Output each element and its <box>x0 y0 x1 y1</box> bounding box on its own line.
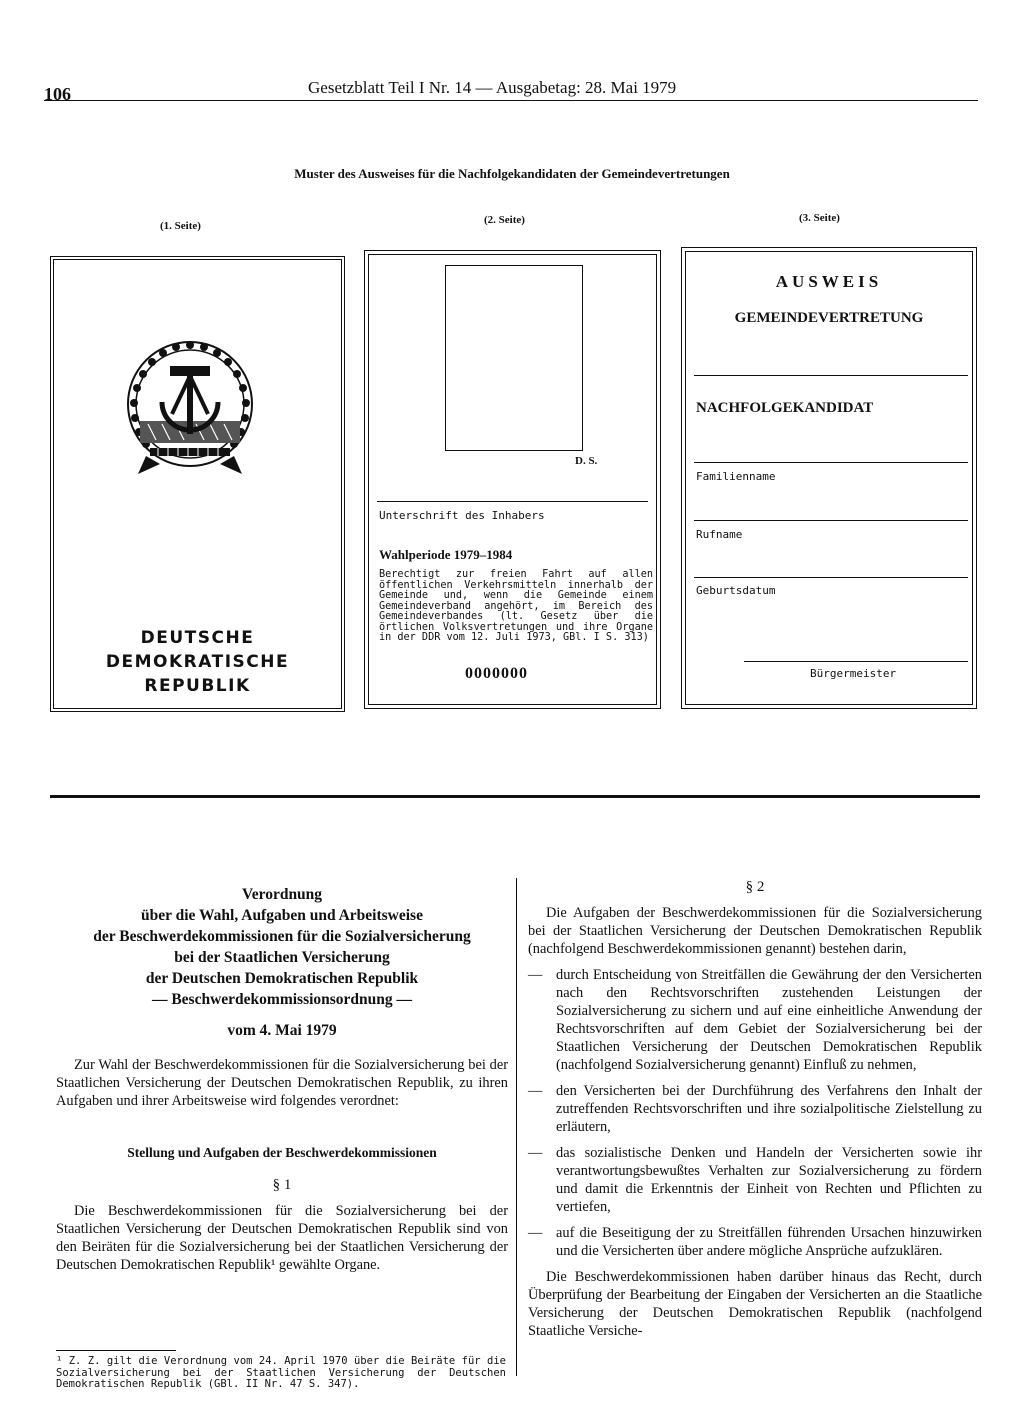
travel-entitlement-text: Berechtigt zur freien Fahrt auf allen öffentlichen Verkehrsmitteln innerhalb der Gemeinde und, wenn die Gemeinde einem Gemeindeverband angehört, im Bereich des Gemeindeverbandes (lt. Gesetz über die örtlichen Volksvertretungen und ihre Organe in der DDR vom 12. Juli 1973, GBl. I S. 313) <box>379 569 653 643</box>
header-rule <box>44 100 978 101</box>
list-item <box>528 1224 982 1260</box>
page-number: 106 <box>44 84 71 104</box>
preamble: Zur Wahl der Beschwerdekommissionen für die Sozialversicherung bei der Staatlichen Versicherung der Deutschen Demokratischen Republik, zu ihren Aufgaben und ihrer Arbeitsweise wird folgendes verordnet: <box>56 1057 508 1109</box>
list-item <box>528 966 982 1074</box>
verordnung-left-column <box>56 884 508 1274</box>
geburtsdatum-line <box>694 577 968 578</box>
id-card-page-3 <box>681 247 977 709</box>
title-line-2: über die Wahl, Aufgaben und Arbeitsweise <box>141 907 423 924</box>
page-2-inner-frame <box>368 254 657 705</box>
cover-inner-frame <box>53 259 342 709</box>
state-emblem-icon <box>120 336 260 486</box>
rule-line <box>694 375 968 376</box>
paragraph-1-heading: § 1 <box>272 1177 292 1193</box>
card-number: 0000000 <box>465 665 528 682</box>
nachfolgekandidat-heading: NACHFOLGEKANDIDAT <box>696 400 874 416</box>
muster-title: Muster des Ausweises für die Nachfolgekandidaten der Gemeindevertretungen <box>294 166 730 181</box>
verordnung-right-column <box>528 878 982 1340</box>
title-line-1: Verordnung <box>241 886 323 903</box>
closing-paragraph: Die Beschwerdekommissionen haben darüber hinaus das Recht, durch Überprüfung der Bearbeitung der Eingaben der Versicherten an die Staatliche Versicherung der Deutschen Demokratischen Republik (nachfolgend Staatliche Versiche- <box>528 1269 982 1339</box>
paragraph-2-intro: Die Aufgaben der Beschwerdekommissionen für die Sozialversicherung bei der Staatlichen Versicherung der Deutschen Demokratischen Republik (nachfolgend Beschwerdekommissionen genannt) bestehen darin, <box>528 905 982 957</box>
running-header: Gesetzblatt Teil I Nr. 14 — Ausgabetag: 28. Mai 1979 <box>308 78 677 97</box>
dash-marker: — <box>528 967 543 983</box>
familienname-line <box>694 462 968 463</box>
list-item <box>528 1144 982 1216</box>
cover-title-line1: DEUTSCHE <box>140 628 255 648</box>
ausweis-heading: AUSWEIS <box>775 272 883 291</box>
rufname-label: Rufname <box>696 528 743 541</box>
buergermeister-label: Bürgermeister <box>810 667 897 680</box>
buergermeister-line <box>744 661 968 662</box>
footnote-rule <box>56 1350 176 1351</box>
list-item-text: den Versicherten bei der Durchführung des Verfahrens den Inhalt der zutreffenden Rechtsvorschriften und ihre sozialpolitische Zielstellung zu erläutern, <box>556 1083 982 1135</box>
id-card-cover <box>50 256 345 712</box>
geburtsdatum-label: Geburtsdatum <box>696 584 776 597</box>
list-item <box>528 1082 982 1136</box>
photo-box <box>445 265 583 451</box>
signature-line <box>377 501 648 502</box>
dash-marker: — <box>528 1225 543 1241</box>
cover-title <box>54 626 341 698</box>
list-item-text: durch Entscheidung von Streitfällen die Gewährung der den Versicherten nach den Rechtsvorschriften zustehenden Leistungen der Sozialversicherung zu sichern und auf eine einheitliche Anwendung der Rechtsvorschriften auf dem Gebiet der Sozialversicherung bei der Staatlichen Versicherung der Deutschen Demokratischen Republik (nachfolgend Sozialversicherung genannt) Einfluß zu nehmen, <box>556 967 982 1073</box>
verordnung-date: vom 4. Mai 1979 <box>227 1022 337 1039</box>
gemeindevertretung-heading: GEMEINDEVERTRETUNG <box>734 310 924 326</box>
page-1-label: (1. Seite) <box>160 220 201 232</box>
page-2-label: (2. Seite) <box>484 214 525 226</box>
dash-marker: — <box>528 1083 543 1099</box>
title-line-3: der Beschwerdekommissionen für die Sozialversicherung <box>93 928 471 945</box>
page-3-inner-frame <box>685 251 973 705</box>
wahlperiode-heading: Wahlperiode 1979–1984 <box>379 547 513 562</box>
rufname-line <box>694 520 968 521</box>
page-3-label: (3. Seite) <box>799 212 840 224</box>
list-item-text: das sozialistische Denken und Handeln der Versicherten sowie ihr verantwortungsbewußtes Verhalten zur Sozialversicherung zu fördern und damit die Erkenntnis der Einheit von Rechten und Pflichten zu vertiefen, <box>556 1145 982 1215</box>
column-divider <box>516 878 517 1376</box>
paragraph-1-text: Die Beschwerdekommissionen für die Sozialversicherung bei der Staatlichen Versicherung der Deutschen Demokratischen Republik sind von den Beiräten für die Sozialversicherung bei der Staatlichen Versicherung der Deutschen Demokratischen Republik¹ gewählte Organe. <box>56 1203 508 1273</box>
footnote: ¹ Z. Z. gilt die Verordnung vom 24. April 1970 über die Beiräte für die Sozialversicherung bei der Staatlichen Versicherung der Deutschen Demokratischen Republik (GBl. II Nr. 47 S. 347). <box>56 1355 506 1390</box>
title-line-6: — Beschwerdekommissionsordnung — <box>151 991 413 1008</box>
familienname-label: Familienname <box>696 470 776 483</box>
title-line-4: bei der Staatlichen Versicherung <box>174 949 390 966</box>
paragraph-2-heading: § 2 <box>745 879 765 895</box>
signature-label: Unterschrift des Inhabers <box>379 509 545 522</box>
list-item-text: auf die Beseitigung der zu Streitfällen führenden Ursachen hinzuwirken und die Versicherten über andere mögliche Ansprüche aufzuklären. <box>556 1225 982 1259</box>
seal-mark: D. S. <box>575 455 598 467</box>
section-heading: Stellung und Aufgaben der Beschwerdekommissionen <box>127 1145 437 1160</box>
cover-title-line2: DEMOKRATISCHE REPUBLIK <box>105 652 290 696</box>
title-line-5: der Deutschen Demokratischen Republik <box>145 970 419 987</box>
verordnung-title <box>56 884 508 1010</box>
id-card-page-2 <box>364 250 661 709</box>
dash-marker: — <box>528 1145 543 1161</box>
section-rule <box>50 795 980 798</box>
